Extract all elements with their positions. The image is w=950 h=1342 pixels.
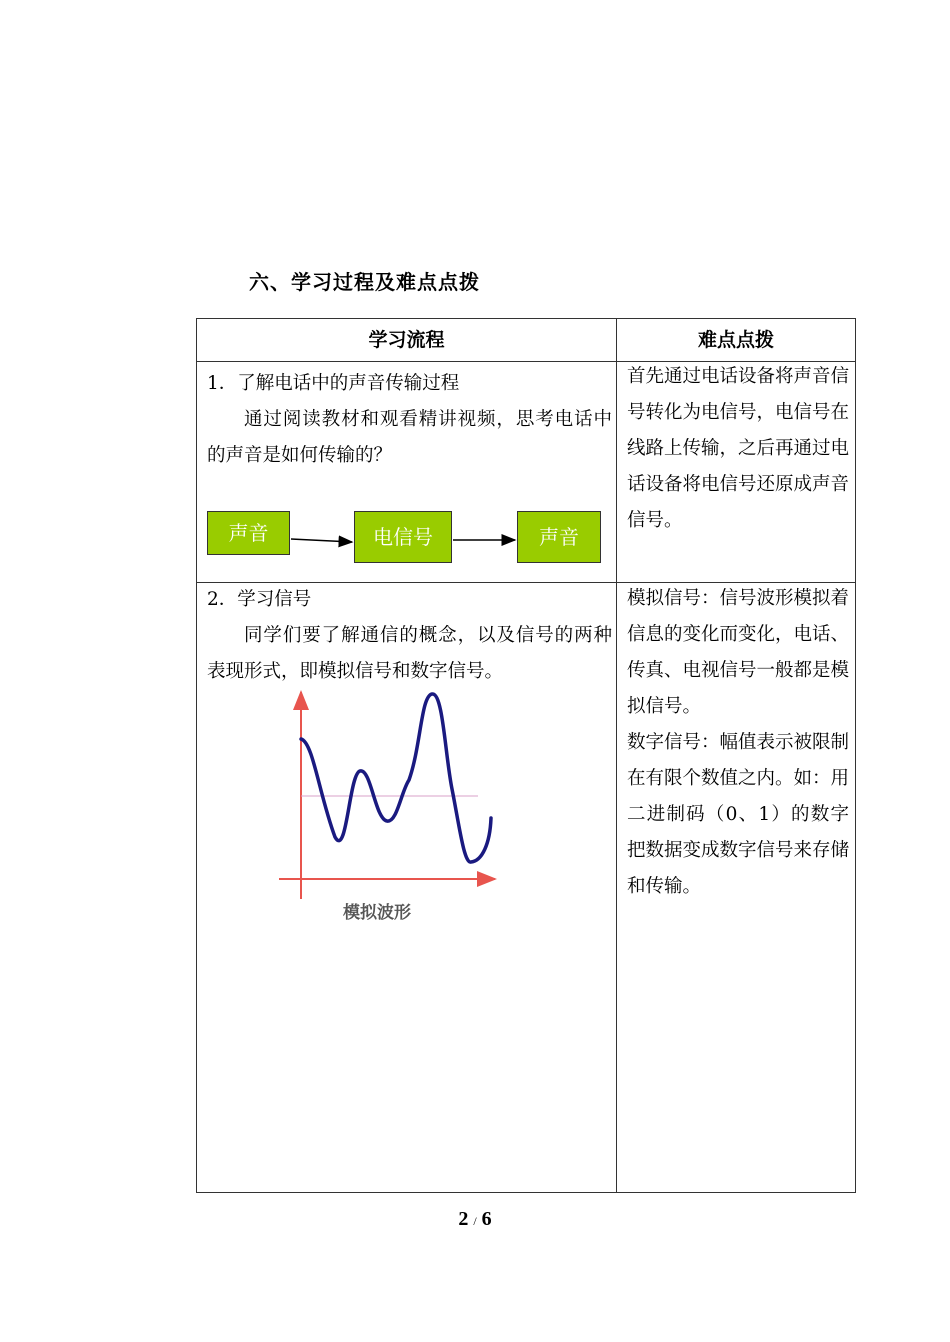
row2-body: 同学们要了解通信的概念，以及信号的两种表现形式，即模拟信号和数字信号。	[207, 625, 612, 682]
figure-caption: 模拟波形	[343, 903, 411, 923]
study-table	[196, 318, 856, 1193]
flow-arrow-1	[291, 539, 352, 542]
flow-box-electric-signal: 电信号	[354, 511, 452, 563]
flow-box-sound-in: 声音	[207, 511, 290, 555]
flow-arrows	[197, 319, 616, 582]
row1-body: 通过阅读教材和观看精讲视频，思考电话中的声音是如何传输的？	[207, 409, 612, 466]
header-process: 学习流程	[368, 329, 445, 351]
row2-title: 2．学习信号	[207, 589, 312, 610]
section-title: 六、学习过程及难点点拨	[249, 270, 480, 294]
waveform-curve	[301, 694, 491, 862]
table-column-divider	[616, 319, 617, 1192]
row1-title: 1．了解电话中的声音传输过程	[207, 373, 460, 394]
flow-box-sound-out: 声音	[517, 511, 601, 563]
row1-tip: 首先通过电话设备将声音信号转化为电信号，电信号在线路上传输，之后再通过电话设备将电信号还原成声音信号。	[627, 366, 850, 531]
header-tips: 难点点拨	[697, 329, 774, 351]
page-separator: /	[473, 1214, 477, 1228]
page-number	[0, 1208, 950, 1231]
page-current: 2	[458, 1208, 469, 1230]
row2-tip-analog: 模拟信号：信号波形模拟着信息的变化而变化，电话、传真、电视信号一般都是模拟信号。	[627, 588, 850, 717]
analog-waveform-figure	[275, 684, 505, 924]
row2-tip-digital: 数字信号：幅值表示被限制在有限个数值之内。如：用二进制码（0、1）的数字把数据变成数字信号来存储和传输。	[627, 732, 850, 897]
page-total: 6	[481, 1208, 492, 1230]
